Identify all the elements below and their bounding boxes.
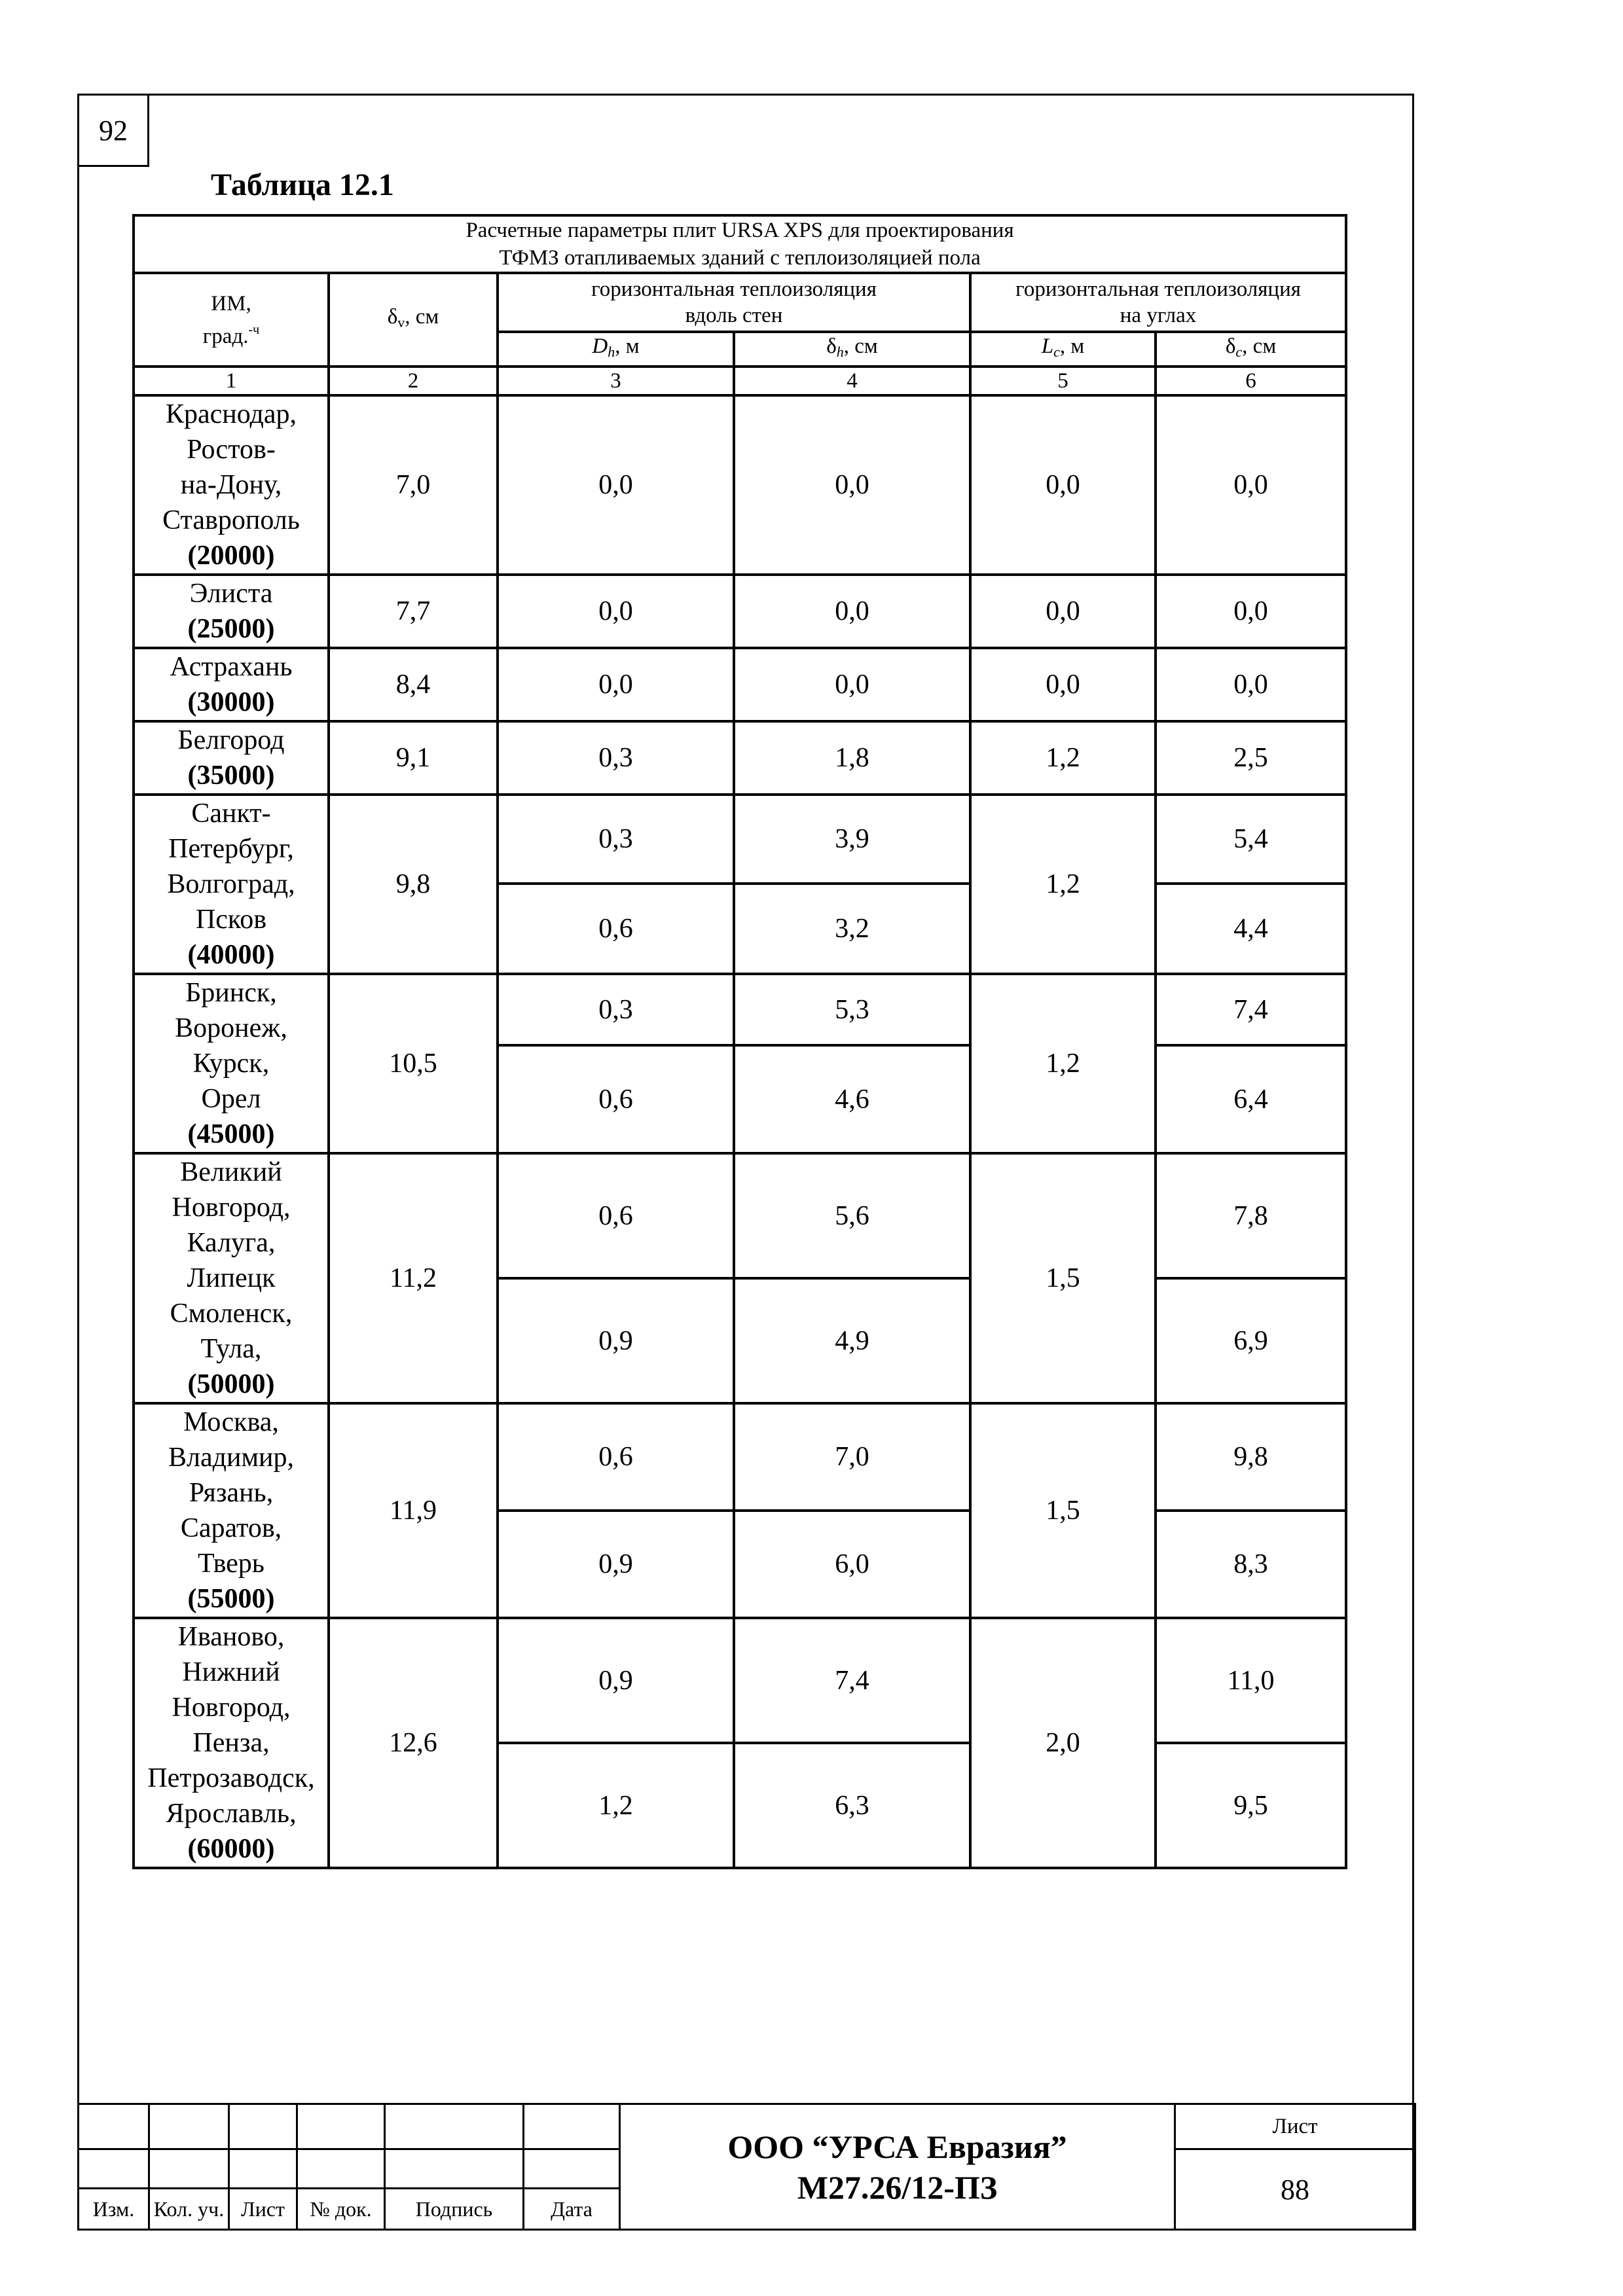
city-name: Орел xyxy=(201,1084,261,1114)
city-name: Владимир, xyxy=(168,1443,294,1473)
city-cell xyxy=(134,648,329,721)
city-name: Волгоград, xyxy=(167,869,295,899)
city-name: Москва, xyxy=(183,1407,279,1437)
city-name: Бринск, xyxy=(185,978,277,1008)
city-name: Петрозаводск, xyxy=(147,1763,315,1793)
delta-v-cell: 11,2 xyxy=(329,1153,498,1403)
city-name: Петербург, xyxy=(168,834,294,864)
parameters-table xyxy=(132,214,1347,1869)
header-dh-sub: h xyxy=(608,344,615,360)
document-code: М27.26/12-ПЗ xyxy=(797,2168,998,2206)
header-delta-h-sub: h xyxy=(836,344,844,360)
lc-cell: 1,2 xyxy=(970,795,1156,974)
table-row xyxy=(134,1403,1346,1511)
stamp-organization xyxy=(620,2104,1175,2230)
city-name: Астрахань xyxy=(170,652,293,682)
header-lc xyxy=(970,332,1156,367)
table-row xyxy=(134,721,1346,795)
column-number: 2 xyxy=(329,367,498,395)
header-lc-symbol: L xyxy=(1041,334,1054,358)
city-name: на-Дону, xyxy=(180,470,282,500)
header-im xyxy=(134,273,329,367)
header-dh xyxy=(498,332,734,367)
column-number: 5 xyxy=(970,367,1156,395)
stamp-label-doc-number: № док. xyxy=(297,2189,385,2230)
delta-c-cell: 9,8 xyxy=(1156,1403,1346,1511)
page-number: 92 xyxy=(77,94,149,167)
sheet-label xyxy=(1175,2104,1415,2149)
city-cell xyxy=(134,1618,329,1868)
delta-v-cell: 8,4 xyxy=(329,648,498,721)
city-name: Ярославль, xyxy=(166,1799,297,1829)
table-title xyxy=(134,215,1346,273)
city-name: Псков xyxy=(195,905,267,935)
delta-h-cell: 7,0 xyxy=(734,1403,970,1511)
city-name: Пенза, xyxy=(192,1728,270,1758)
header-delta-v-symbol: δ xyxy=(387,305,398,329)
delta-c-cell: 11,0 xyxy=(1156,1618,1346,1743)
city-cell xyxy=(134,1403,329,1618)
city-name: Саратов, xyxy=(180,1513,282,1543)
degree-hours-code: (30000) xyxy=(187,687,275,717)
dh-cell: 0,3 xyxy=(498,721,734,795)
lc-cell: 1,2 xyxy=(970,721,1156,795)
delta-h-cell: 6,3 xyxy=(734,1743,970,1868)
dh-cell: 0,9 xyxy=(498,1511,734,1618)
organization-name: ООО “УРСА Евразия” xyxy=(727,2128,1067,2165)
degree-hours-code: (60000) xyxy=(187,1834,275,1864)
header-delta-c-unit: , см xyxy=(1242,334,1277,358)
delta-h-cell: 1,8 xyxy=(734,721,970,795)
header-corners-line1: горизонтальная теплоизоляция xyxy=(1015,278,1301,301)
city-name: Санкт- xyxy=(191,798,271,829)
delta-h-cell: 3,2 xyxy=(734,884,970,974)
stamp-label-signature: Подпись xyxy=(385,2189,524,2230)
city-name: Тула, xyxy=(200,1334,262,1364)
city-name: Курск, xyxy=(192,1049,270,1079)
delta-c-cell: 2,5 xyxy=(1156,721,1346,795)
header-delta-v xyxy=(329,273,498,367)
dh-cell: 0,9 xyxy=(498,1618,734,1743)
delta-c-cell: 0,0 xyxy=(1156,648,1346,721)
lc-cell: 1,2 xyxy=(970,974,1156,1153)
delta-c-cell: 5,4 xyxy=(1156,795,1346,884)
column-number: 3 xyxy=(498,367,734,395)
header-walls-group xyxy=(498,273,970,332)
stamp-cell xyxy=(229,2149,297,2189)
header-im-line1: ИМ, xyxy=(211,291,251,315)
delta-h-cell: 0,0 xyxy=(734,575,970,648)
dh-cell: 0,6 xyxy=(498,884,734,974)
lc-cell: 1,5 xyxy=(970,1153,1156,1403)
delta-c-cell: 9,5 xyxy=(1156,1743,1346,1868)
stamp-cell xyxy=(524,2149,620,2189)
header-walls-line1: горизонтальная теплоизоляция xyxy=(591,278,877,301)
column-number: 4 xyxy=(734,367,970,395)
delta-v-cell: 9,8 xyxy=(329,795,498,974)
table-title-line2: ТФМЗ отапливаемых зданий с теплоизоляцией пола xyxy=(499,246,981,270)
header-delta-h-unit: , см xyxy=(843,334,878,358)
header-dh-symbol: D xyxy=(592,334,608,358)
column-number: 1 xyxy=(134,367,329,395)
city-name: Новгород, xyxy=(172,1693,291,1723)
degree-hours-code: (20000) xyxy=(187,541,275,571)
stamp-cell xyxy=(149,2149,229,2189)
city-name: Ростов- xyxy=(187,435,276,465)
stamp-cell xyxy=(385,2149,524,2189)
header-lc-unit: , м xyxy=(1059,334,1085,358)
lc-cell: 1,5 xyxy=(970,1403,1156,1618)
delta-h-cell: 5,3 xyxy=(734,974,970,1045)
delta-h-cell: 4,6 xyxy=(734,1045,970,1153)
city-cell xyxy=(134,575,329,648)
header-delta-h xyxy=(734,332,970,367)
city-name: Белгород xyxy=(177,725,285,755)
header-walls-line2: вдоль стен xyxy=(685,304,783,327)
stamp-label-date: Дата xyxy=(524,2189,620,2230)
table-caption: Таблица 12.1 xyxy=(211,168,394,202)
degree-hours-code: (40000) xyxy=(187,940,275,970)
table-row xyxy=(134,795,1346,884)
delta-v-cell: 7,7 xyxy=(329,575,498,648)
stamp-cell xyxy=(297,2149,385,2189)
delta-c-cell: 7,4 xyxy=(1156,974,1346,1045)
table-row xyxy=(134,974,1346,1045)
dh-cell: 0,6 xyxy=(498,1403,734,1511)
header-delta-c xyxy=(1156,332,1346,367)
city-name: Рязань, xyxy=(189,1478,274,1508)
delta-c-cell: 7,8 xyxy=(1156,1153,1346,1278)
header-delta-h-symbol: δ xyxy=(826,334,837,358)
city-name: Краснодар, xyxy=(165,399,297,429)
header-delta-c-symbol: δ xyxy=(1225,334,1236,358)
delta-h-cell: 3,9 xyxy=(734,795,970,884)
city-name: Иваново, xyxy=(177,1622,285,1652)
header-lc-sub: c xyxy=(1053,344,1060,360)
city-name: Элиста xyxy=(189,579,273,609)
delta-v-cell: 12,6 xyxy=(329,1618,498,1868)
dh-cell: 0,0 xyxy=(498,395,734,575)
table-title-line1: Расчетные параметры плит URSA XPS для проектирования xyxy=(465,219,1014,242)
table-row xyxy=(134,648,1346,721)
header-im-sup: -ч xyxy=(248,322,260,337)
header-dh-unit: , м xyxy=(615,334,640,358)
city-name: Смоленск, xyxy=(170,1299,293,1329)
delta-h-cell: 0,0 xyxy=(734,395,970,575)
stamp-cell xyxy=(79,2104,149,2149)
dh-cell: 1,2 xyxy=(498,1743,734,1868)
header-delta-c-sub: c xyxy=(1235,344,1243,360)
dh-cell: 0,6 xyxy=(498,1045,734,1153)
sheet-label-text: Лист xyxy=(1272,2115,1318,2138)
city-name: Тверь xyxy=(198,1549,264,1579)
header-corners-line2: на углах xyxy=(1120,304,1197,327)
degree-hours-code: (55000) xyxy=(187,1584,275,1614)
dh-cell: 0,6 xyxy=(498,1153,734,1278)
title-block xyxy=(77,2103,1416,2231)
delta-h-cell: 5,6 xyxy=(734,1153,970,1278)
lc-cell: 0,0 xyxy=(970,575,1156,648)
city-cell xyxy=(134,974,329,1153)
stamp-cell xyxy=(229,2104,297,2149)
delta-h-cell: 4,9 xyxy=(734,1278,970,1403)
sheet-number-text: 88 xyxy=(1281,2173,1309,2206)
delta-v-cell: 10,5 xyxy=(329,974,498,1153)
degree-hours-code: (45000) xyxy=(187,1119,275,1149)
table-row xyxy=(134,1618,1346,1743)
column-number: 6 xyxy=(1156,367,1346,395)
city-name: Ставрополь xyxy=(162,505,300,535)
city-cell xyxy=(134,395,329,575)
lc-cell: 0,0 xyxy=(970,648,1156,721)
city-name: Нижний xyxy=(182,1657,280,1687)
sheet-number xyxy=(1175,2149,1415,2230)
delta-c-cell: 6,9 xyxy=(1156,1278,1346,1403)
table-row xyxy=(134,395,1346,575)
delta-h-cell: 7,4 xyxy=(734,1618,970,1743)
stamp-cell xyxy=(297,2104,385,2149)
city-cell xyxy=(134,721,329,795)
delta-c-cell: 8,3 xyxy=(1156,1511,1346,1618)
header-corners-group xyxy=(970,273,1346,332)
city-cell xyxy=(134,795,329,974)
table-row xyxy=(134,1153,1346,1278)
stamp-label-kol-uch: Кол. уч. xyxy=(149,2189,229,2230)
city-cell xyxy=(134,1153,329,1403)
header-delta-v-unit: , см xyxy=(405,305,439,329)
lc-cell: 2,0 xyxy=(970,1618,1156,1868)
stamp-cell xyxy=(79,2149,149,2189)
dh-cell: 0,3 xyxy=(498,795,734,884)
city-name: Воронеж, xyxy=(175,1013,287,1043)
header-im-line2: град. xyxy=(202,324,249,348)
dh-cell: 0,3 xyxy=(498,974,734,1045)
degree-hours-code: (25000) xyxy=(187,614,275,644)
header-delta-v-sub: v xyxy=(397,314,405,331)
stamp-label-izm: Изм. xyxy=(79,2189,149,2230)
dh-cell: 0,0 xyxy=(498,575,734,648)
dh-cell: 0,9 xyxy=(498,1278,734,1403)
delta-c-cell: 0,0 xyxy=(1156,575,1346,648)
stamp-cell xyxy=(524,2104,620,2149)
lc-cell: 0,0 xyxy=(970,395,1156,575)
degree-hours-code: (50000) xyxy=(187,1369,275,1399)
delta-c-cell: 0,0 xyxy=(1156,395,1346,575)
delta-v-cell: 7,0 xyxy=(329,395,498,575)
city-name: Новгород, xyxy=(172,1193,291,1223)
stamp-cell xyxy=(385,2104,524,2149)
city-name: Липецк xyxy=(187,1263,276,1293)
table-row xyxy=(134,575,1346,648)
delta-h-cell: 6,0 xyxy=(734,1511,970,1618)
delta-c-cell: 6,4 xyxy=(1156,1045,1346,1153)
degree-hours-code: (35000) xyxy=(187,761,275,791)
delta-h-cell: 0,0 xyxy=(734,648,970,721)
dh-cell: 0,0 xyxy=(498,648,734,721)
city-name: Калуга, xyxy=(187,1228,276,1258)
stamp-cell xyxy=(149,2104,229,2149)
delta-v-cell: 9,1 xyxy=(329,721,498,795)
delta-c-cell: 4,4 xyxy=(1156,884,1346,974)
stamp-label-list: Лист xyxy=(229,2189,297,2230)
delta-v-cell: 11,9 xyxy=(329,1403,498,1618)
city-name: Великий xyxy=(180,1157,282,1187)
